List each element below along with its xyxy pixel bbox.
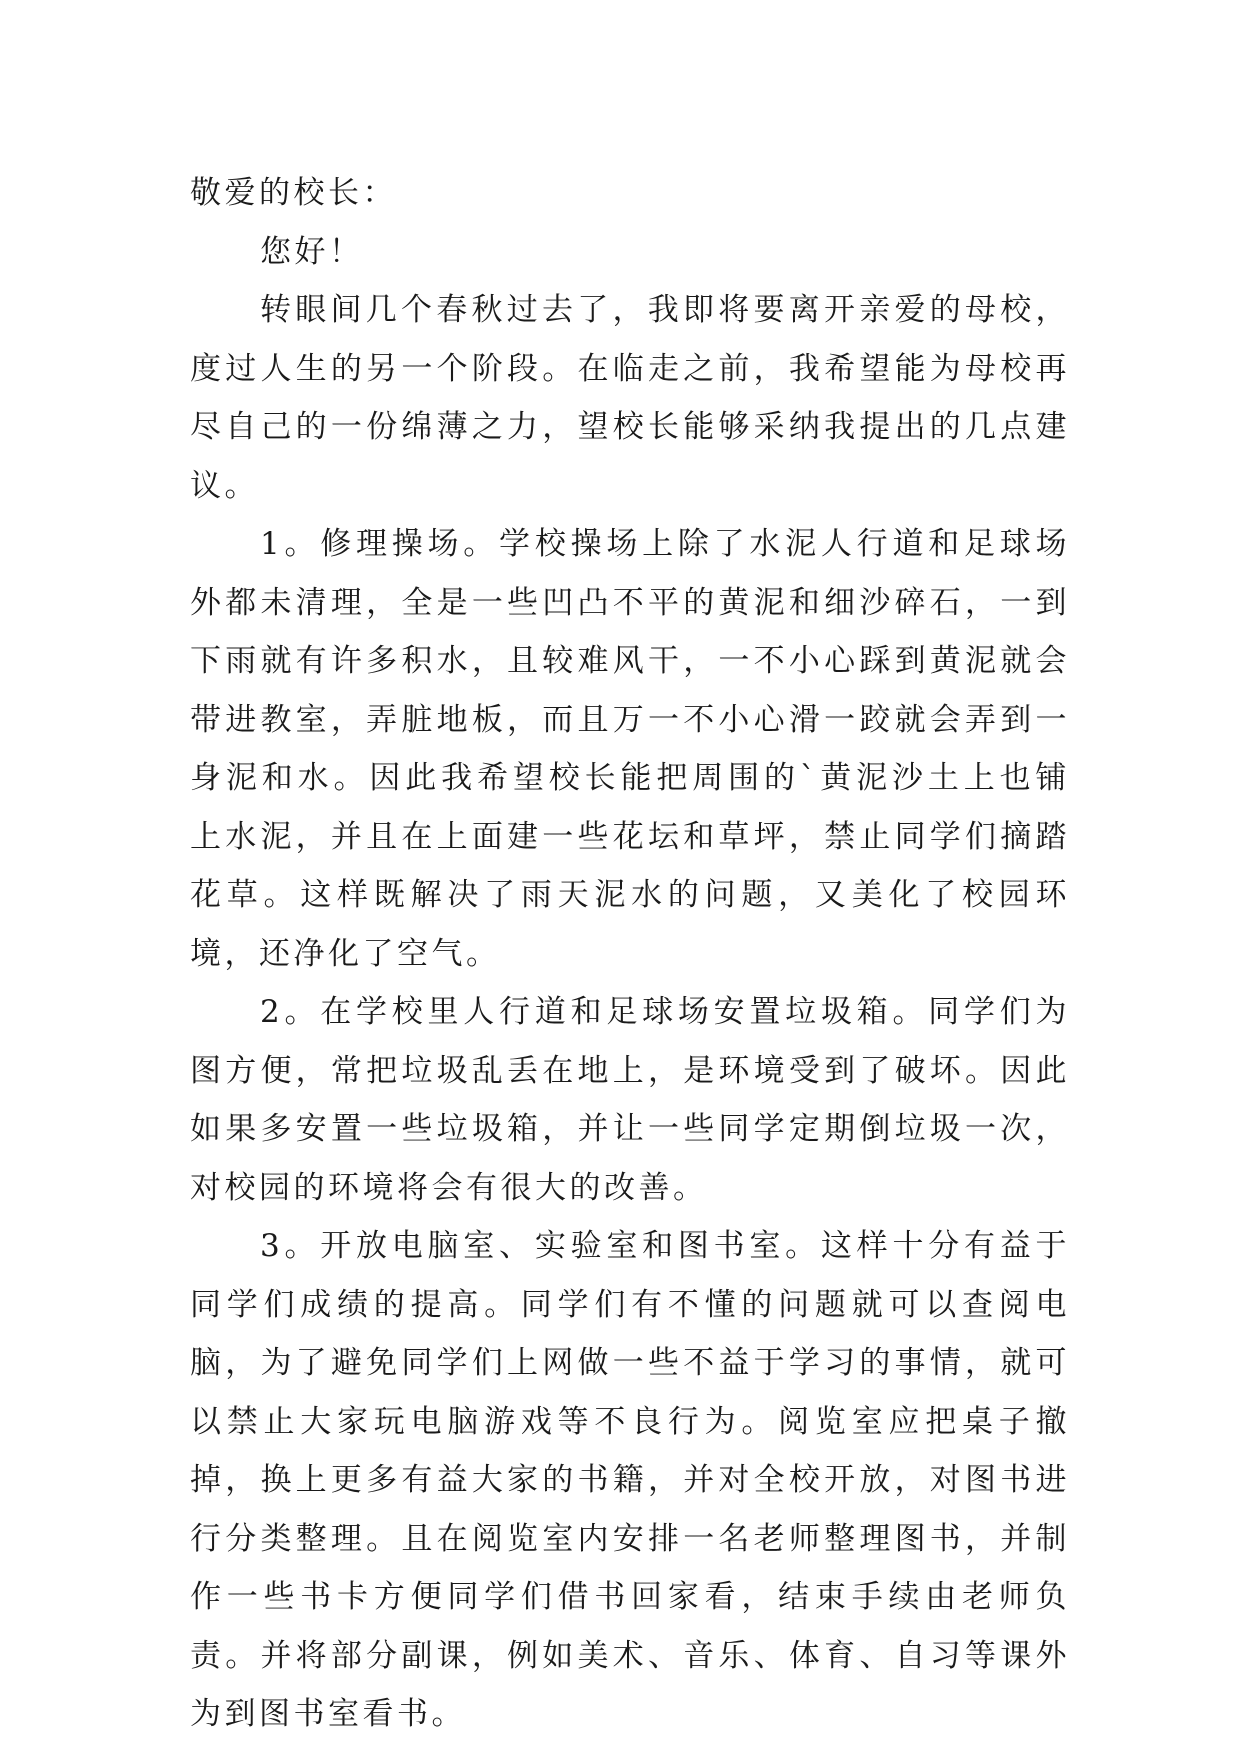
paragraph-suggestion-2: 2。在学校里人行道和足球场安置垃圾箱。同学们为图方便，常把垃圾乱丢在地上，是环境受到了破坏。因此如果多安置一些垃圾箱，并让一些同学定期倒垃圾一次，对校园的环境将会有很大的改善。 [190,994,1070,1206]
letter-body [190,164,1070,1744]
paragraph-intro: 转眼间几个春秋过去了，我即将要离开亲爱的母校，度过人生的另一个阶段。在临走之前，我希望能为母校再尽自己的一份绵薄之力，望校长能够采纳我提出的几点建议。 [190,292,1070,504]
greeting: 您好！ [260,233,364,270]
paragraph-suggestion-1: 1。修理操场。学校操场上除了水泥人行道和足球场外都未清理，全是一些凹凸不平的黄泥和细沙碎石，一到下雨就有许多积水，且较难风干，一不小心踩到黄泥就会带进教室，弄脏地板，而且万一不小心滑一跤就会弄到一身泥和水。因此我希望校长能把周围的`黄泥沙土上也铺上水泥，并且在上面建一些花坛和草坪，禁止同学们摘踏花草。这样既解决了雨天泥水的问题，又美化了校园环境，还净化了空气。 [190,526,1070,972]
salutation: 敬爱的校长： [190,175,397,211]
paragraph-suggestion-3: 3。开放电脑室、实验室和图书室。这样十分有益于同学们成绩的提高。同学们有不懂的问题就可以查阅电脑，为了避免同学们上网做一些不益于学习的事情，就可以禁止大家玩电脑游戏等不良行为。阅览室应把桌子撤掉，换上更多有益大家的书籍，并对全校开放，对图书进行分类整理。且在阅览室内安排一名老师整理图书，并制作一些书卡方便同学们借书回家看，结束手续由老师负责。并将部分副课，例如美术、音乐、体育、自习等课外为到图书室看书。 [190,1228,1070,1732]
